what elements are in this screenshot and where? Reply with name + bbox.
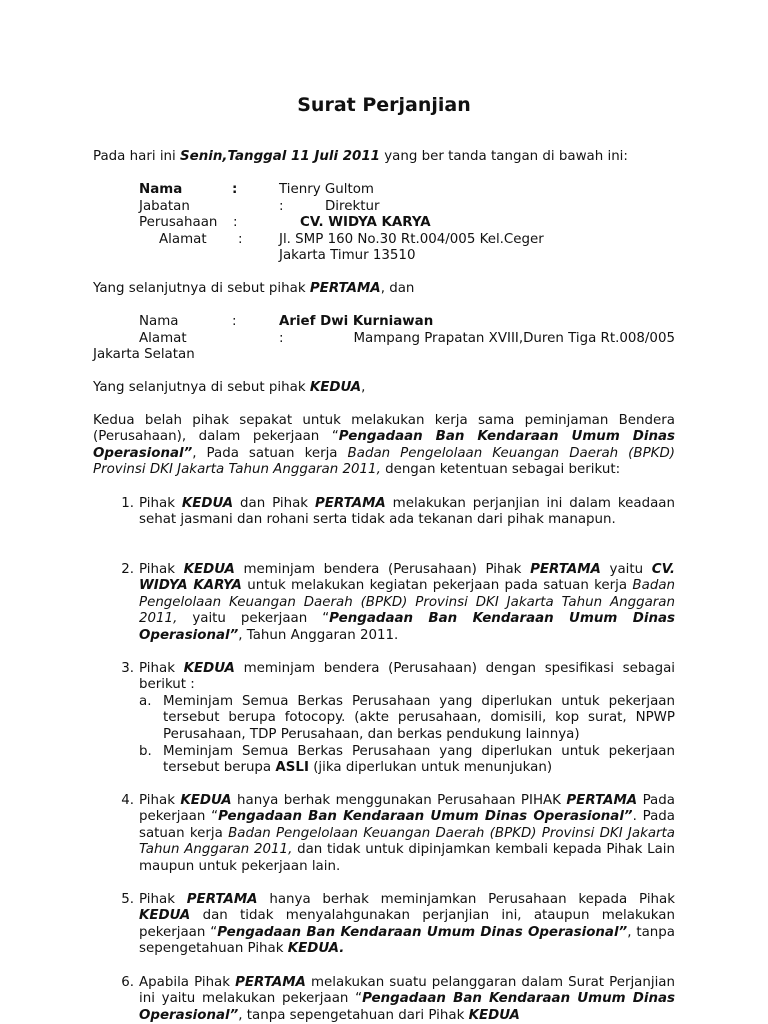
list-item-number: 6. bbox=[121, 975, 134, 990]
role-kedua: KEDUA bbox=[183, 562, 235, 577]
item-text: Pihak bbox=[139, 562, 184, 577]
company-name: CV. WIDYA KARYA bbox=[139, 562, 675, 594]
emphasis-asli: ASLI bbox=[275, 760, 309, 776]
role-kedua: KEDUA bbox=[468, 1007, 520, 1023]
intro-suffix: yang ber tanda tangan di bawah ini: bbox=[379, 149, 628, 164]
party2-address-line2: Jakarta Selatan bbox=[93, 347, 195, 362]
role-kedua: KEDUA bbox=[183, 661, 235, 676]
list-item-number: 3. bbox=[121, 661, 134, 676]
designation-prefix: Yang selanjutnya di sebut pihak bbox=[93, 380, 310, 395]
list-item bbox=[121, 892, 675, 958]
item-text: , tanpa sepengetahuan Pihak bbox=[139, 924, 675, 957]
party2-address-line1: Mampang Prapatan XVIII,Duren Tiga Rt.008/005 bbox=[353, 331, 675, 346]
party2-name-label: Nama bbox=[139, 314, 179, 329]
item-text: dan tidak untuk dipinjamkan kembali kepada Pihak Lain maupun untuk pekerjaan lain. bbox=[139, 842, 675, 874]
role-kedua: KEDUA bbox=[180, 793, 232, 808]
item-text: untuk melakukan kegiatan pekerjaan pada satuan kerja bbox=[241, 578, 633, 594]
item-text: Pihak bbox=[139, 496, 182, 511]
party1-position-label: Jabatan bbox=[139, 199, 190, 214]
party1-company-value: CV. WIDYA KARYA bbox=[300, 215, 431, 230]
party1-address-label: Alamat bbox=[159, 232, 207, 247]
project-name: Pengadaan Ban Kendaraan Umum Dinas Operasional” bbox=[139, 611, 675, 643]
role-pertama: PERTAMA bbox=[314, 496, 386, 511]
party1-position-colon: : bbox=[279, 199, 284, 214]
role-pertama: PERTAMA bbox=[186, 892, 258, 907]
party1-address-line2: Jakarta Timur 13510 bbox=[279, 248, 416, 263]
list-item bbox=[121, 661, 675, 694]
item-text: Pada pekerjaan “ bbox=[139, 793, 675, 825]
item-text: Pihak bbox=[139, 793, 181, 808]
agreement-date: Senin,Tanggal 11 Juli 2011 bbox=[180, 149, 380, 164]
role-kedua: KEDUA bbox=[181, 496, 234, 511]
intro-prefix: Pada hari ini bbox=[93, 149, 180, 164]
role-kedua: KEDUA. bbox=[287, 941, 345, 957]
party1-address-colon: : bbox=[238, 232, 243, 247]
party2-address-colon: : bbox=[279, 331, 284, 346]
item-text: Meminjam Semua Berkas Perusahaan yang diperlukan untuk pekerjaan tersebut berupa bbox=[163, 744, 675, 776]
list-item bbox=[121, 562, 676, 644]
role-pertama: PERTAMA bbox=[566, 793, 638, 808]
list-item bbox=[121, 975, 675, 1024]
party1-company-colon: : bbox=[233, 215, 238, 230]
second-party-designation bbox=[93, 380, 365, 396]
item-text: dan Pihak bbox=[233, 496, 315, 511]
first-party-designation bbox=[93, 281, 414, 297]
role-pertama: PERTAMA bbox=[530, 562, 601, 577]
item-text: yaitu bbox=[600, 562, 652, 577]
sub-item-body bbox=[139, 694, 675, 743]
designation-suffix: , dan bbox=[380, 281, 415, 296]
item-text: melakukan suatu pelanggaran dalam Surat Perjanjian ini yaitu melakukan pekerjaan “ bbox=[139, 975, 675, 1007]
party1-position-value: Direktur bbox=[325, 199, 380, 214]
role-pertama: PERTAMA bbox=[235, 975, 306, 990]
work-unit-name: Badan Pengelolaan Keuangan Daerah (BPKD) Provinsi DKI Jakarta Tahun Anggaran 2011, bbox=[139, 825, 675, 858]
role-pertama: PERTAMA bbox=[309, 281, 381, 296]
party1-company-label: Perusahaan bbox=[139, 215, 218, 230]
designation-suffix: , bbox=[361, 380, 366, 395]
item-text: meminjam bendera (Perusahaan) dengan spesifikasi sebagai berikut : bbox=[139, 661, 675, 693]
work-unit-name: Badan Pengelolaan Keuangan Daerah (BPKD) Provinsi DKI Jakarta Tahun Anggaran 2011, bbox=[93, 445, 675, 478]
party1-address-line1: Jl. SMP 160 No.30 Rt.004/005 Kel.Ceger bbox=[279, 232, 544, 247]
item-text: melakukan perjanjian ini dalam keadaan sehat jasmani dan rohani serta tidak ada tekanan dari pihak manapun. bbox=[139, 496, 675, 528]
item-text: dan tidak menyalahgunakan perjanjian ini, ataupun melakukan pekerjaan “ bbox=[139, 908, 675, 940]
item-text: hanya berhak menggunakan Perusahaan PIHAK bbox=[231, 793, 567, 808]
list-item-number: 5. bbox=[121, 892, 134, 907]
item-text: hanya berhak meminjamkan Perusahaan kepada Pihak bbox=[257, 892, 675, 907]
party1-name-colon: : bbox=[232, 182, 238, 197]
party1-name-label: Nama bbox=[139, 182, 183, 197]
party2-name-colon: : bbox=[232, 314, 237, 329]
role-kedua: KEDUA bbox=[139, 908, 191, 924]
party2-address-label: Alamat bbox=[139, 331, 187, 346]
role-kedua: KEDUA bbox=[309, 380, 362, 395]
party1-name-value: Tienry Gultom bbox=[279, 182, 374, 197]
body-text: , Pada satuan kerja bbox=[192, 445, 348, 461]
work-unit-name: Badan Pengelolaan Keuangan Daerah (BPKD) Provinsi DKI Jakarta Tahun Anggaran 2011, bbox=[139, 578, 676, 627]
sub-item-body bbox=[139, 744, 675, 777]
list-item-number: 2. bbox=[121, 562, 134, 577]
list-item bbox=[121, 496, 675, 529]
item-text: . Pada satuan kerja bbox=[139, 809, 675, 841]
item-text: meminjam bendera (Perusahaan) Pihak bbox=[234, 562, 531, 577]
sub-item-letter: b. bbox=[139, 744, 152, 759]
item-text: Pihak bbox=[139, 892, 187, 907]
item-text: (jika diperlukan untuk menunjukan) bbox=[308, 760, 553, 776]
intro-paragraph bbox=[93, 149, 628, 165]
item-text: , Tahun Anggaran 2011. bbox=[238, 627, 399, 643]
list-item-number: 4. bbox=[121, 793, 134, 808]
item-text: , tanpa sepengetahuan dari Pihak bbox=[238, 1007, 469, 1023]
item-text: yaitu pekerjaan “ bbox=[177, 611, 330, 627]
item-text: Apabila Pihak bbox=[139, 975, 236, 990]
project-name: Pengadaan Ban Kendaraan Umum Dinas Operasional” bbox=[139, 991, 675, 1023]
project-name: Pengadaan Ban Kendaraan Umum Dinas Operasional” bbox=[217, 924, 628, 940]
designation-prefix: Yang selanjutnya di sebut pihak bbox=[93, 281, 310, 296]
project-name: Pengadaan Ban Kendaraan Umum Dinas Operasional” bbox=[93, 429, 675, 461]
document-title: Surat Perjanjian bbox=[297, 94, 471, 116]
body-text: dengan ketentuan sebagai berikut: bbox=[380, 462, 621, 478]
agreement-body-paragraph bbox=[93, 413, 675, 479]
list-item bbox=[121, 793, 675, 875]
list-item-number: 1. bbox=[121, 496, 134, 511]
body-text: Kedua belah pihak sepakat untuk melakukan kerja sama peminjaman Bendera (Perusahaan), dalam pekerjaan “ bbox=[93, 413, 675, 445]
item-text: Pihak bbox=[139, 661, 184, 676]
item-text: Meminjam Semua Berkas Perusahaan yang diperlukan untuk pekerjaan tersebut berupa fotocopy. (akte perusahaan, domisili, kop surat, NPWP Perusahaan, TDP Perusahaan, dan berkas pendukung lainnya) bbox=[163, 694, 675, 742]
sub-item-letter: a. bbox=[139, 694, 152, 709]
project-name: Pengadaan Ban Kendaraan Umum Dinas Operasional” bbox=[218, 809, 633, 825]
party2-name-value: Arief Dwi Kurniawan bbox=[279, 314, 434, 329]
